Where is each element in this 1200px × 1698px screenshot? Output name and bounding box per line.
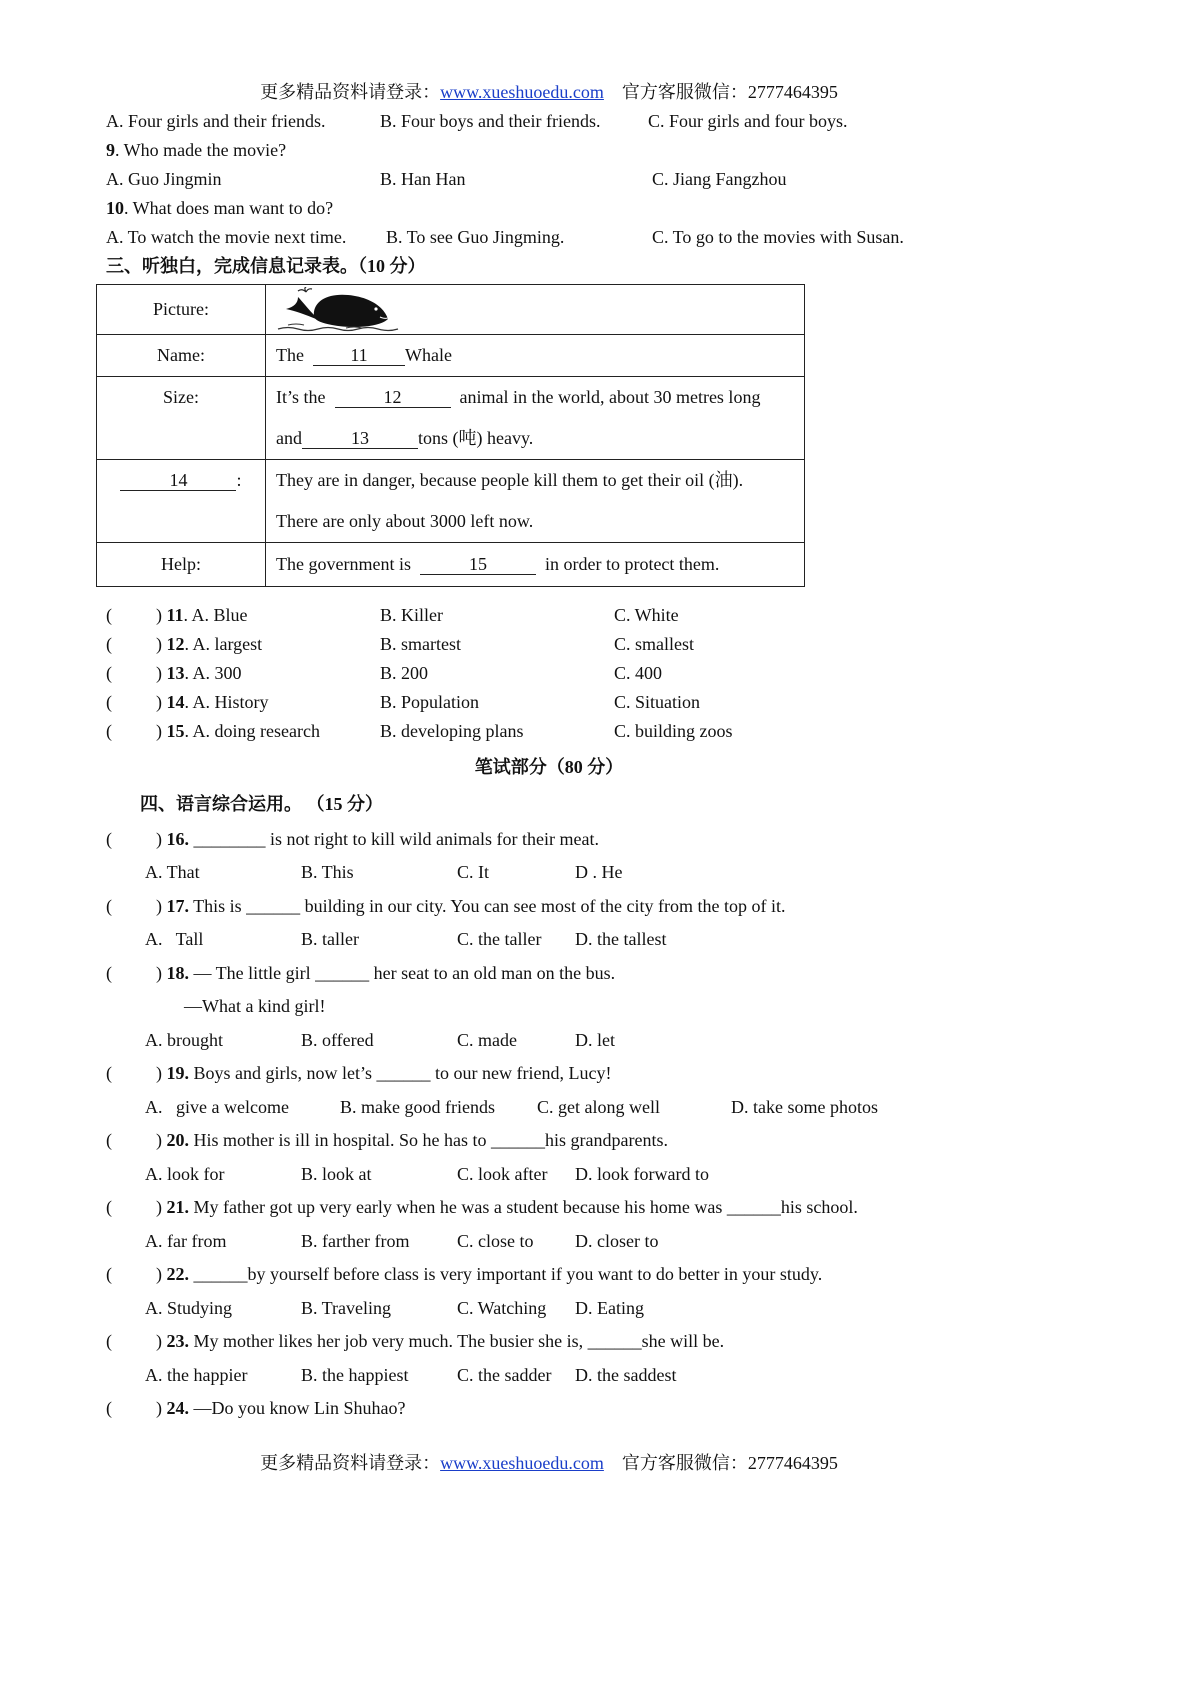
question-22 xyxy=(106,1263,822,1285)
written-part-title: 笔试部分（80 分） xyxy=(474,757,624,777)
option-a: A. Tall xyxy=(145,929,204,949)
choice-a: . A. doing research xyxy=(184,721,320,741)
name-cell xyxy=(266,335,805,377)
paren-open: ( xyxy=(106,1331,112,1351)
table-row-situation xyxy=(97,460,805,543)
question-text: —Do you know Lin Shuhao? xyxy=(189,1398,406,1418)
blank-11: 11 xyxy=(313,345,405,366)
option-a: A. give a welcome xyxy=(145,1097,289,1117)
option-c: C. made xyxy=(457,1030,517,1050)
choice-number: 12 xyxy=(166,634,185,654)
choice-c: C. building zoos xyxy=(614,721,733,741)
question-text: My father got up very early when he was a student because his home was ______his school. xyxy=(189,1197,858,1217)
question-16 xyxy=(106,828,599,850)
option-b: B. the happiest xyxy=(301,1365,409,1385)
paren-close: ) xyxy=(156,1197,162,1217)
picture-label: Picture: xyxy=(97,285,266,335)
blank-14: 14 xyxy=(120,470,236,491)
q10-option-b: B. To see Guo Jingming. xyxy=(386,227,565,247)
question-23 xyxy=(106,1330,724,1352)
option-d: D . He xyxy=(575,862,623,882)
option-c: C. close to xyxy=(457,1231,534,1251)
question-text: — The little girl ______ her seat to an old man on the bus. xyxy=(189,963,616,983)
question-18 xyxy=(106,962,615,984)
q8-option-a: A. Four girls and their friends. xyxy=(106,111,326,131)
paren-close: ) xyxy=(156,1063,162,1083)
question-21 xyxy=(106,1196,858,1218)
question-number: 22. xyxy=(166,1264,189,1284)
choice-a: . A. largest xyxy=(184,634,263,654)
question-text: My mother likes her job very much. The busier she is, ______she will be. xyxy=(189,1331,725,1351)
question-text: His mother is ill in hospital. So he has to ______his grandparents. xyxy=(189,1130,668,1150)
paren-close: ) xyxy=(156,721,162,741)
q8-option-c: C. Four girls and four boys. xyxy=(648,111,848,131)
option-d: D. let xyxy=(575,1030,615,1050)
choice-row xyxy=(106,633,262,655)
option-c: C. Watching xyxy=(457,1298,547,1318)
option-a: A. That xyxy=(145,862,200,882)
option-c: C. look after xyxy=(457,1164,548,1184)
paren-open: ( xyxy=(106,896,112,916)
choice-number: 13 xyxy=(166,663,185,683)
option-b: B. make good friends xyxy=(340,1097,495,1117)
table-row-picture xyxy=(97,285,805,335)
option-a: A. the happier xyxy=(145,1365,248,1385)
blank-15: 15 xyxy=(420,554,536,575)
paren-open: ( xyxy=(106,1264,112,1284)
q10-stem xyxy=(106,197,333,219)
question-number: 16. xyxy=(166,829,189,849)
choice-a: . A. History xyxy=(184,692,269,712)
blank-13: 13 xyxy=(302,428,418,449)
question-text: ________ is not right to kill wild animals for their meat. xyxy=(189,829,599,849)
paren-open: ( xyxy=(106,1197,112,1217)
choice-row xyxy=(106,691,269,713)
paren-open: ( xyxy=(106,1398,112,1418)
option-a: A. look for xyxy=(145,1164,225,1184)
question-24 xyxy=(106,1397,405,1419)
table-row-size xyxy=(97,377,805,460)
choice-number: 11 xyxy=(166,605,184,625)
option-a: A. brought xyxy=(145,1030,223,1050)
size-line2-pre: and xyxy=(276,428,302,448)
row4-label xyxy=(97,460,266,543)
paren-open: ( xyxy=(106,721,112,741)
whale-icon xyxy=(276,287,400,333)
q10-option-a: A. To watch the movie next time. xyxy=(106,227,347,247)
question-number: 23. xyxy=(166,1331,189,1351)
question-number: 21. xyxy=(166,1197,189,1217)
q9-option-b: B. Han Han xyxy=(380,169,466,189)
header-link[interactable]: www.xueshuoedu.com xyxy=(440,82,604,102)
option-d: D. the tallest xyxy=(575,929,667,949)
option-a: A. Studying xyxy=(145,1298,233,1318)
choice-c: C. 400 xyxy=(614,663,663,683)
q10-text: . What does man want to do? xyxy=(124,198,334,218)
q10-option-c: C. To go to the movies with Susan. xyxy=(652,227,904,247)
size-line1-pre: It’s the xyxy=(276,387,326,407)
question-text: Boys and girls, now let’s ______ to our new friend, Lucy! xyxy=(189,1063,612,1083)
option-b: B. This xyxy=(301,862,354,882)
choice-b: B. 200 xyxy=(380,663,429,683)
section4-title: 四、语言综合运用。 （15 分） xyxy=(140,794,383,814)
option-b: B. Traveling xyxy=(301,1298,392,1318)
name-pre: The xyxy=(276,345,304,365)
choice-c: C. White xyxy=(614,605,679,625)
question-number: 20. xyxy=(166,1130,189,1150)
info-record-table xyxy=(96,284,805,587)
picture-cell xyxy=(266,285,805,335)
choice-a: . A. 300 xyxy=(184,663,242,683)
question-number: 24. xyxy=(166,1398,189,1418)
blank-12: 12 xyxy=(335,387,451,408)
size-line2-post: tons (吨) heavy. xyxy=(418,428,534,448)
paren-open: ( xyxy=(106,692,112,712)
paren-close: ) xyxy=(156,1331,162,1351)
footer-link[interactable]: www.xueshuoedu.com xyxy=(440,1453,604,1473)
size-cell xyxy=(266,377,805,460)
footer-suffix: 官方客服微信：2777464395 xyxy=(621,1453,838,1473)
paren-open: ( xyxy=(106,829,112,849)
q8-option-b: B. Four boys and their friends. xyxy=(380,111,601,131)
choice-row xyxy=(106,662,242,684)
q10-number: 10 xyxy=(106,198,124,218)
question-number: 18. xyxy=(166,963,189,983)
row4-line2: There are only about 3000 left now. xyxy=(276,511,534,531)
option-b: B. look at xyxy=(301,1164,372,1184)
paren-close: ) xyxy=(156,663,162,683)
help-post: in order to protect them. xyxy=(544,554,720,574)
option-d: D. closer to xyxy=(575,1231,659,1251)
choice-b: B. Population xyxy=(380,692,480,712)
paren-open: ( xyxy=(106,634,112,654)
q9-stem xyxy=(106,139,286,161)
question-number: 17. xyxy=(166,896,189,916)
paren-open: ( xyxy=(106,1130,112,1150)
paren-close: ) xyxy=(156,605,162,625)
choice-b: B. Killer xyxy=(380,605,443,625)
option-d: D. Eating xyxy=(575,1298,644,1318)
choice-number: 15 xyxy=(166,721,185,741)
size-line1-post: animal in the world, about 30 metres long xyxy=(459,387,761,407)
question-text: ______by yourself before class is very important if you want to do better in your study. xyxy=(189,1264,823,1284)
section3-title: 三、听独白，完成信息记录表。（10 分） xyxy=(106,256,426,276)
table-row-name xyxy=(97,335,805,377)
choice-row xyxy=(106,604,248,626)
option-b: B. farther from xyxy=(301,1231,410,1251)
page-header xyxy=(0,81,1098,103)
paren-close: ) xyxy=(156,829,162,849)
name-post: Whale xyxy=(404,345,452,365)
option-d: D. look forward to xyxy=(575,1164,709,1184)
row4-cell xyxy=(266,460,805,543)
choice-c: C. smallest xyxy=(614,634,694,654)
option-d: D. take some photos xyxy=(731,1097,878,1117)
question-number: 19. xyxy=(166,1063,189,1083)
choice-a: . A. Blue xyxy=(183,605,248,625)
paren-close: ) xyxy=(156,1398,162,1418)
choice-b: B. smartest xyxy=(380,634,461,654)
option-c: C. It xyxy=(457,862,490,882)
choice-row xyxy=(106,720,320,742)
help-label: Help: xyxy=(97,543,266,587)
paren-close: ) xyxy=(156,692,162,712)
size-label: Size: xyxy=(97,377,266,460)
q9-option-a: A. Guo Jingmin xyxy=(106,169,222,189)
choice-b: B. developing plans xyxy=(380,721,524,741)
q9-text: . Who made the movie? xyxy=(115,140,287,160)
paren-close: ) xyxy=(156,1264,162,1284)
option-b: B. taller xyxy=(301,929,359,949)
question-text: This is ______ building in our city. You can see most of the city from the top of it. xyxy=(189,896,786,916)
question-20 xyxy=(106,1129,668,1151)
option-c: C. get along well xyxy=(537,1097,660,1117)
row4-line1: They are in danger, because people kill them to get their oil (油). xyxy=(276,470,744,490)
page-footer xyxy=(0,1452,1098,1474)
footer-prefix: 更多精品资料请登录： xyxy=(260,1453,441,1473)
paren-open: ( xyxy=(106,1063,112,1083)
help-pre: The government is xyxy=(276,554,411,574)
option-c: C. the taller xyxy=(457,929,542,949)
question-17 xyxy=(106,895,785,917)
table-row-help xyxy=(97,543,805,587)
paren-close: ) xyxy=(156,896,162,916)
help-cell xyxy=(266,543,805,587)
name-label: Name: xyxy=(97,335,266,377)
q9-number: 9 xyxy=(106,140,115,160)
paren-close: ) xyxy=(156,1130,162,1150)
option-a: A. far from xyxy=(145,1231,227,1251)
paren-open: ( xyxy=(106,605,112,625)
option-b: B. offered xyxy=(301,1030,374,1050)
option-d: D. the saddest xyxy=(575,1365,677,1385)
question-19 xyxy=(106,1062,611,1084)
q9-option-c: C. Jiang Fangzhou xyxy=(652,169,787,189)
question-reply: —What a kind girl! xyxy=(184,996,326,1016)
row4-colon: : xyxy=(236,470,242,490)
paren-close: ) xyxy=(156,963,162,983)
header-prefix: 更多精品资料请登录： xyxy=(260,82,441,102)
paren-open: ( xyxy=(106,963,112,983)
paren-open: ( xyxy=(106,663,112,683)
header-suffix: 官方客服微信：2777464395 xyxy=(621,82,838,102)
choice-number: 14 xyxy=(166,692,185,712)
choice-c: C. Situation xyxy=(614,692,701,712)
paren-close: ) xyxy=(156,634,162,654)
option-c: C. the sadder xyxy=(457,1365,552,1385)
